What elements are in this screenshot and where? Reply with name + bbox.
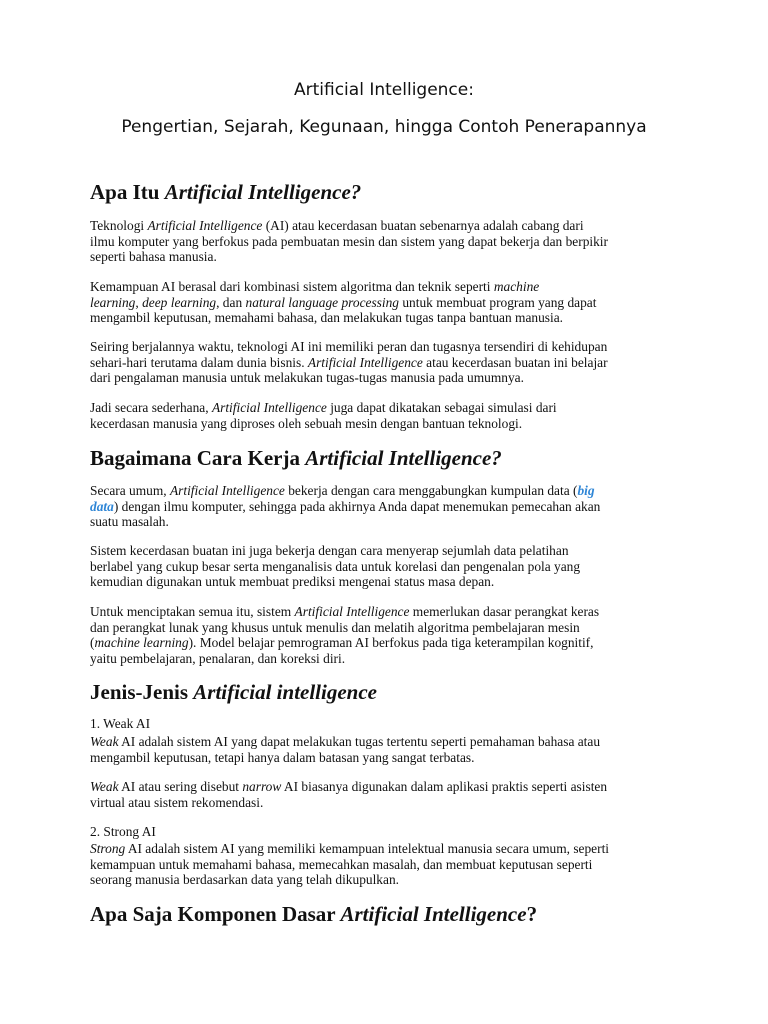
document-title: Artificial Intelligence: bbox=[294, 80, 474, 100]
paragraph-s1-2: Kemampuan AI berasal dari kombinasi sistem algoritma dan teknik seperti machine learning, deep learning, dan natural language processing untuk membuat program yang dapat mengambil keputusan, memahami bahasa, dan melakukan tugas tanpa bantuan manusia. bbox=[90, 279, 597, 325]
weak-ai-label: 1. Weak AI bbox=[90, 716, 151, 731]
paragraph-weak-ai-1: Weak AI adalah sistem AI yang dapat melakukan tugas tertentu seperti pemahaman bahasa atau mengambil keputusan, tetapi hanya dalam batasan yang sangat terbatas. bbox=[90, 734, 601, 765]
paragraph-weak-ai-2: Weak AI atau sering disebut narrow AI biasanya digunakan dalam aplikasi praktis seperti asisten virtual atau sistem rekomendasi. bbox=[90, 779, 608, 810]
paragraph-s2-2: Sistem kecerdasan buatan ini juga bekerja dengan cara menyerap sejumlah data pelatihan berlabel yang cukup besar serta menganalisis data untuk korelasi dan pengenalan pola yang kemudian digunakan untuk membuat prediksi mengenai status masa depan. bbox=[90, 543, 581, 589]
paragraph-s2-3: Untuk menciptakan semua itu, sistem Artificial Intelligence memerlukan dasar perangkat keras dan perangkat lunak yang khusus untuk menulis dan melatih algoritma pembelajaran mesin (machine learning). Model belajar pemrograman AI berfokus pada tiga keterampilan kognitif, yaitu pembelajaran, penalaran, dan koreksi diri. bbox=[90, 604, 600, 666]
big-data-link-cont[interactable]: data bbox=[90, 498, 114, 514]
strong-ai-label: 2. Strong AI bbox=[90, 824, 156, 839]
paragraph-s1-1: Teknologi Artificial Intelligence (AI) atau kecerdasan buatan sebenarnya adalah cabang dari ilmu komputer yang berfokus pada pembuatan mesin dan sistem yang dapat bekerja dan berpikir seperti bahasa manusia. bbox=[90, 218, 608, 264]
paragraph-s1-3: Seiring berjalannya waktu, teknologi AI ini memiliki peran dan tugasnya tersendiri di kehidupan sehari-hari terutama dalam dunia bisnis. Artificial Intelligence atau kecerdasan buatan ini belajar dari pengalaman manusia untuk melakukan tugas-tugas manusia pada umumnya. bbox=[90, 339, 608, 385]
paragraph-s2-1: Secara umum, Artificial Intelligence bekerja dengan cara menggabungkan kumpulan data (big data) dengan ilmu komputer, sehingga pada akhirnya Anda dapat menemukan pemecahan akan suatu masalah. bbox=[90, 483, 601, 529]
paragraph-strong-ai: Strong AI adalah sistem AI yang memiliki kemampuan intelektual manusia secara umum, seperti kemampuan untuk memahami bahasa, memecahkan masalah, dan membuat keputusan seperti seorang manusia berdasarkan data yang telah dikupulkan. bbox=[90, 841, 610, 887]
section-heading-komponen-dasar: Apa Saja Komponen Dasar Artificial Intelligence? bbox=[90, 902, 538, 926]
big-data-link[interactable]: big bbox=[577, 483, 595, 498]
paragraph-s1-4: Jadi secara sederhana, Artificial Intelligence juga dapat dikatakan sebagai simulasi dari kecerdasan manusia yang diproses oleh sebuah mesin dengan bantuan teknologi. bbox=[90, 400, 557, 431]
section-heading-cara-kerja: Bagaimana Cara Kerja Artificial Intelligence? bbox=[90, 446, 502, 470]
section-heading-jenis-jenis: Jenis-Jenis Artificial intelligence bbox=[90, 680, 377, 704]
document-subtitle: Pengertian, Sejarah, Kegunaan, hingga Contoh Penerapannya bbox=[121, 117, 647, 137]
section-heading-apa-itu: Apa Itu Artificial Intelligence? bbox=[90, 180, 362, 204]
